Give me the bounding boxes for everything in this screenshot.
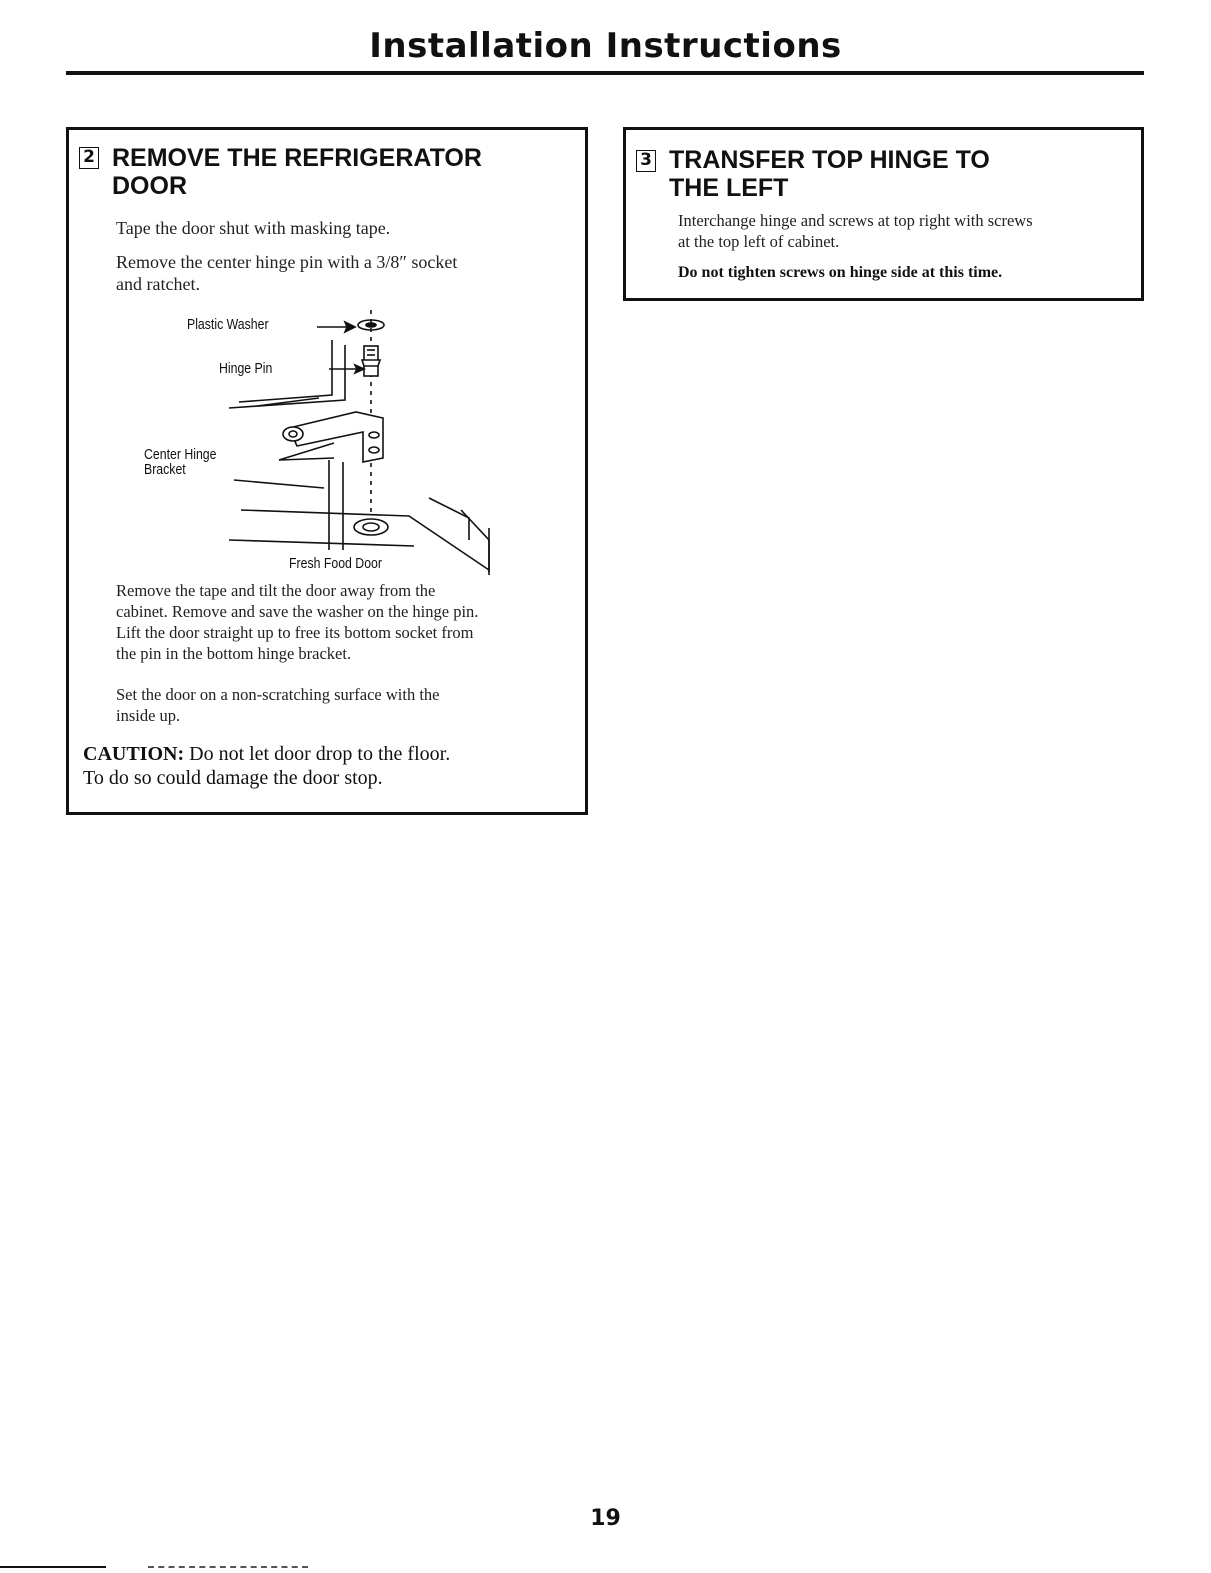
fresh-food-door-label: Fresh Food Door	[289, 555, 382, 572]
step-2-paragraph-3-line2: cabinet. Remove and save the washer on the hinge pin.	[116, 602, 479, 621]
step-2-paragraph-4-line2: inside up.	[116, 706, 181, 725]
bottom-washer-shape	[354, 519, 388, 535]
step-2-paragraph-3-line3: Lift the door straight up to free its bottom socket from	[116, 623, 474, 642]
step-2-paragraph-4-line1: Set the door on a non-scratching surface with the	[116, 685, 440, 704]
step-3-heading	[669, 146, 1129, 202]
caution-note	[83, 742, 583, 790]
step-2-paragraph-1: Tape the door shut with masking tape.	[116, 218, 391, 238]
plastic-washer-hole	[366, 323, 376, 327]
step-2-paragraph-3	[116, 580, 586, 664]
footer-rule-dashed	[148, 1566, 308, 1569]
title-rule	[66, 71, 1144, 75]
step-3-number: 3	[636, 150, 656, 172]
center-hinge-label-line2: Bracket	[144, 461, 186, 478]
step-2-paragraph-2-line1: Remove the center hinge pin with a 3/8″ socket	[116, 252, 458, 272]
step-3-note: Do not tighten screws on hinge side at this time.	[678, 264, 1003, 281]
center-hinge-label-line1: Center Hinge	[144, 446, 217, 463]
bracket-leader	[279, 458, 334, 460]
step-3-paragraph-1-line2: at the top left of cabinet.	[678, 232, 840, 251]
step-3-heading-line1: TRANSFER TOP HINGE TO	[669, 146, 990, 174]
washer-arrow-head	[345, 322, 355, 332]
page-number: 19	[590, 1506, 621, 1531]
hinge-diagram-drawing	[169, 310, 509, 575]
step-3-paragraph-1-line1: Interchange hinge and screws at top right with screws	[678, 211, 1033, 230]
step-2-heading-line2: DOOR	[112, 172, 187, 200]
caution-line2: To do so could damage the door stop.	[83, 767, 383, 789]
step-3-box	[623, 127, 1144, 301]
step-2-paragraph-4	[116, 684, 586, 726]
step-3-heading-line2: THE LEFT	[669, 174, 789, 202]
step-2-heading-line1: REMOVE THE REFRIGERATOR	[112, 144, 482, 172]
page-title: Installation Instructions	[369, 26, 842, 66]
caution-line1: Do not let door drop to the floor.	[184, 743, 451, 765]
bracket-shape	[289, 412, 383, 462]
step-2-paragraph-2	[116, 251, 457, 295]
step-2-heading	[112, 144, 572, 200]
caution-label: CAUTION:	[83, 743, 185, 765]
step-3-paragraph-1	[678, 210, 1138, 252]
hinge-diagram	[144, 310, 509, 575]
step-2-paragraph-3-line4: the pin in the bottom hinge bracket.	[116, 644, 352, 663]
step-2-paragraph-2-line2: and ratchet.	[116, 274, 200, 294]
step-2-paragraph-3-line1: Remove the tape and tilt the door away from the	[116, 581, 436, 600]
step-2-box	[66, 127, 588, 815]
plastic-washer-label: Plastic Washer	[187, 316, 269, 333]
step-2-number: 2	[79, 147, 99, 169]
center-hinge-label	[144, 446, 216, 478]
footer-rule	[0, 1566, 106, 1568]
hinge-pin-label: Hinge Pin	[219, 360, 273, 377]
